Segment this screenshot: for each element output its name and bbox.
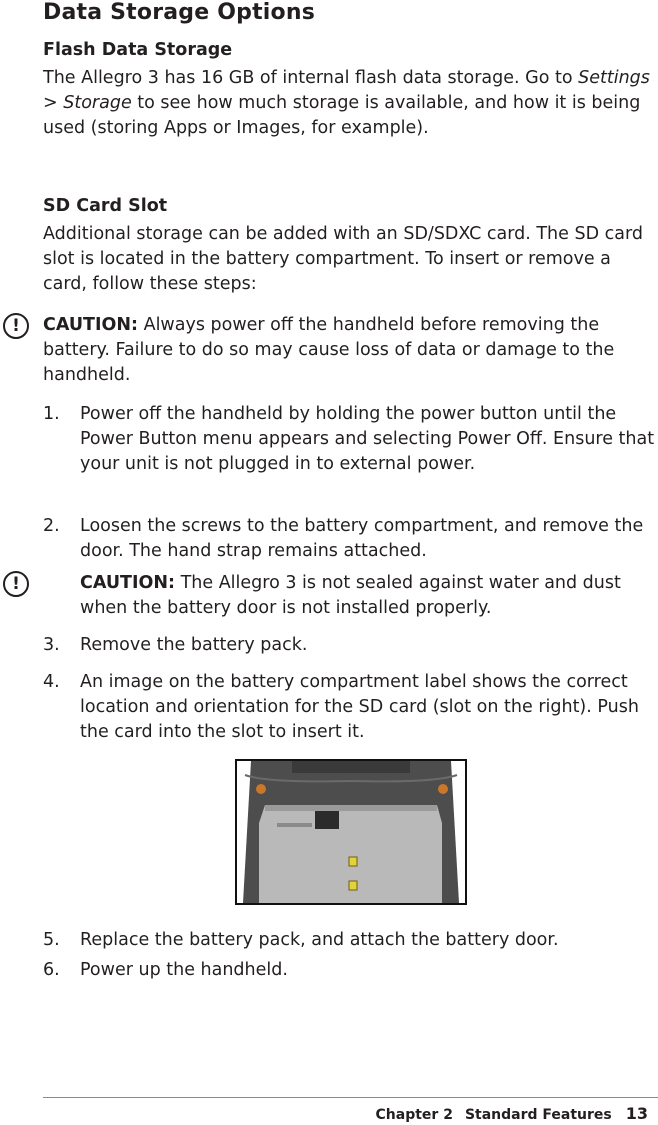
- caution-icon: !: [3, 313, 29, 339]
- sd-card-paragraph: Additional storage can be added with an SD/SDXC card. The SD card slot is located in the battery compartment. To insert or remove a card, follow these steps:: [43, 224, 643, 294]
- page-number: 13: [625, 1104, 648, 1123]
- step-number: 1.: [43, 404, 60, 424]
- sd-card-heading: SD Card Slot: [43, 196, 168, 216]
- battery-compartment-photo: [235, 759, 467, 905]
- step-text: Power off the handheld by holding the power button until the Power Button menu appears and selecting Power Off. Ensure that your unit is not plugged in to external power.: [80, 404, 655, 474]
- footer-chapter: Chapter 2: [375, 1107, 453, 1123]
- step-text: Replace the battery pack, and attach the battery door.: [80, 930, 559, 950]
- step-text: Loosen the screws to the battery compartment, and remove the door. The hand strap remains attached.: [80, 516, 644, 561]
- caution-text: The Allegro 3 is not sealed against water and dust when the battery door is not installed properly.: [80, 573, 621, 618]
- settings-term: Settings: [578, 68, 650, 88]
- page-footer: [376, 1104, 648, 1123]
- caution-label: CAUTION:: [80, 573, 176, 593]
- flash-text-1: The Allegro 3 has 16 GB of internal flash data storage. Go to: [43, 68, 579, 88]
- storage-term: Storage: [63, 93, 132, 113]
- page-title: Data Storage Options: [43, 0, 316, 25]
- step-text: Remove the battery pack.: [80, 635, 308, 655]
- step-number: 6.: [43, 960, 60, 980]
- flash-text-2: to see how much storage is available, and how it is being used (storing Apps or Images, for example).: [43, 93, 641, 138]
- footer-divider: [43, 1097, 658, 1098]
- caution-note-power: [43, 313, 655, 388]
- flash-storage-heading: Flash Data Storage: [43, 40, 233, 60]
- footer-section: Standard Features: [464, 1107, 612, 1123]
- battery-compartment-illustration: [237, 761, 465, 903]
- step-text: Power up the handheld.: [80, 960, 288, 980]
- step-number: 4.: [43, 672, 60, 692]
- caution-label: CAUTION:: [43, 315, 139, 335]
- step-number: 5.: [43, 930, 60, 950]
- flash-storage-paragraph: [43, 66, 655, 141]
- caution-icon: !: [3, 571, 29, 597]
- step-text: An image on the battery compartment label shows the correct location and orientation for the SD card (slot on the right). Push the card into the slot to insert it.: [80, 672, 639, 742]
- path-separator: >: [43, 93, 64, 113]
- step-number: 2.: [43, 516, 60, 536]
- caution-text: Always power off the handheld before removing the battery. Failure to do so may cause loss of data or damage to the handheld.: [43, 315, 615, 385]
- step-number: 3.: [43, 635, 60, 655]
